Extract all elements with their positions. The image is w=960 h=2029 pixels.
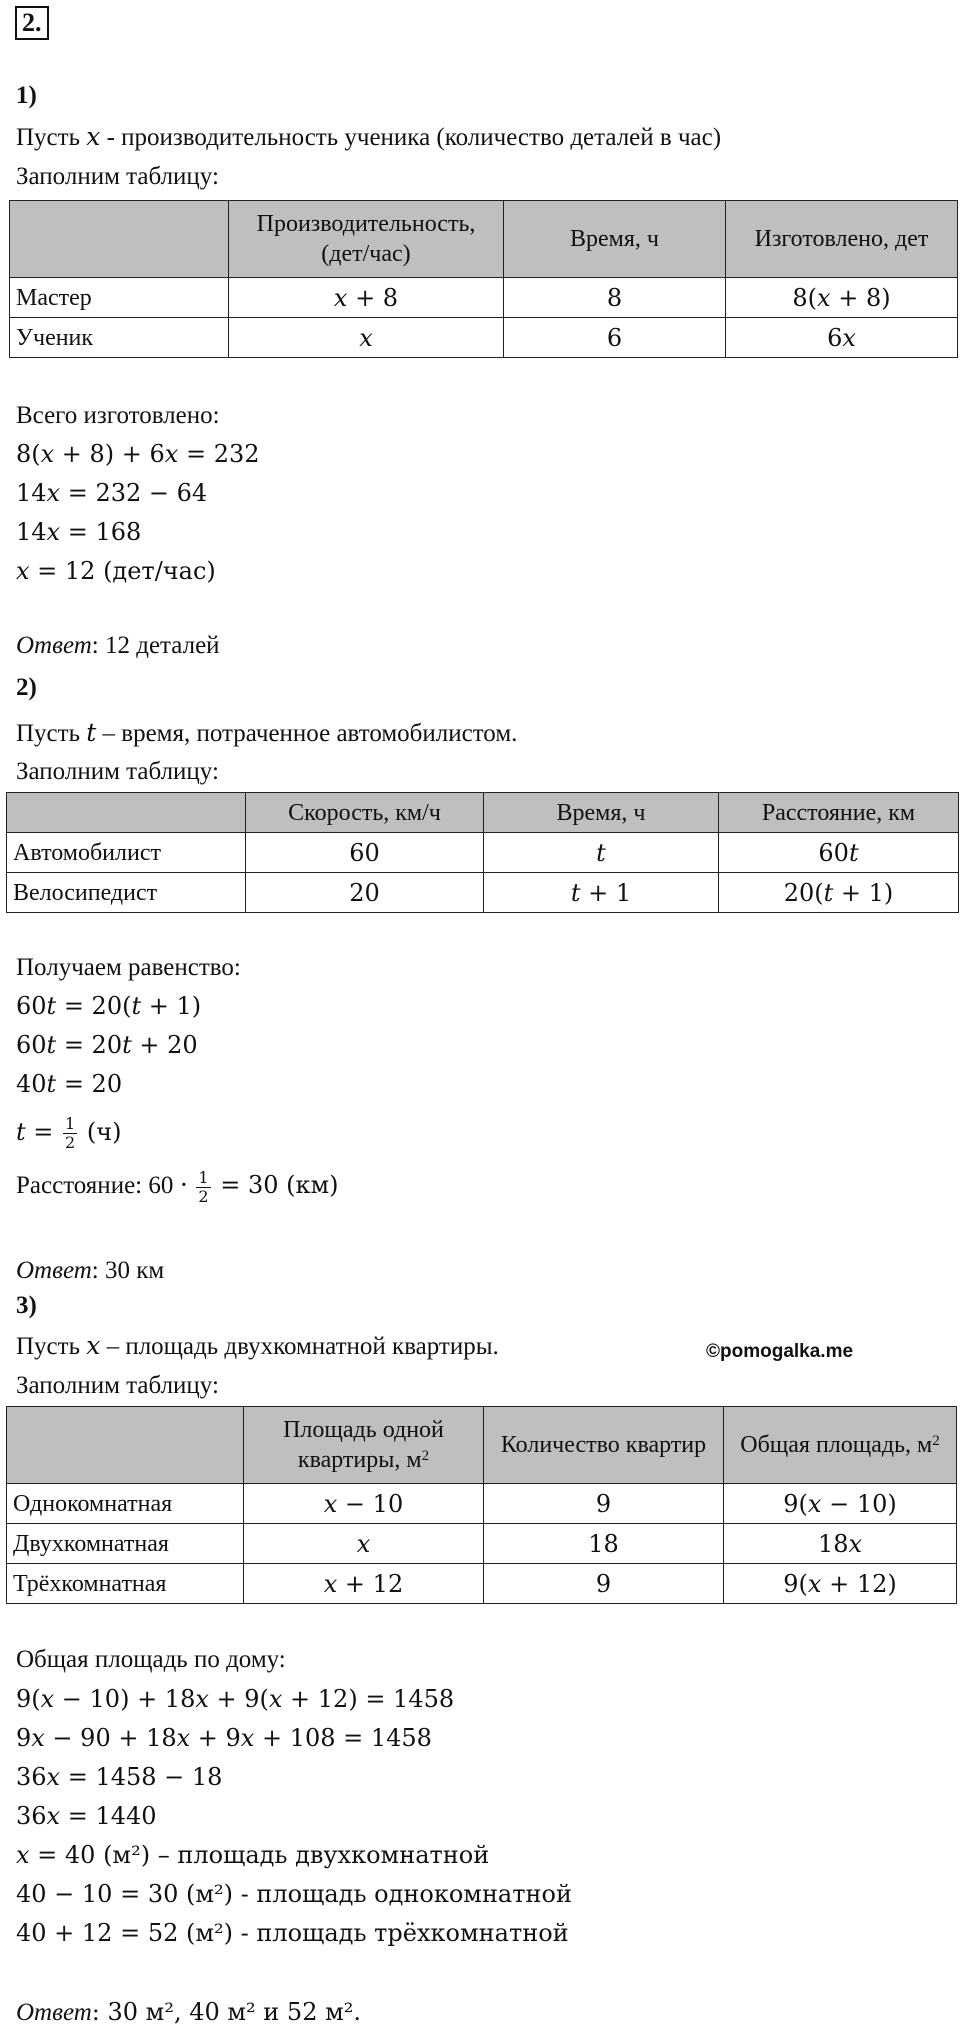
table-cell: 𝑥 + 8 (229, 278, 504, 318)
answer-label: Ответ (16, 1257, 92, 1284)
table-cell: 18𝑥 (724, 1524, 957, 1564)
fraction-numerator: 1 (198, 1167, 209, 1187)
distance-prefix: Расстояние: 60 ⋅ (16, 1172, 195, 1199)
part3-equation: 9𝑥 − 90 + 18𝑥 + 9𝑥 + 108 = 1458 (16, 1724, 432, 1752)
part3-table (6, 1406, 957, 1604)
table-header-cell (7, 1407, 244, 1484)
fraction (196, 1169, 210, 1206)
table-header-row (7, 1407, 957, 1484)
part2-equation: 60𝑡 = 20(𝑡 + 1) (16, 992, 202, 1020)
table-header-cell: Изготовлено, дет (726, 201, 958, 278)
t-prefix: 𝑡 = (16, 1118, 62, 1146)
table-row (7, 1484, 957, 1524)
table-row (7, 873, 959, 913)
part3-equation: 40 − 10 = 30 (м²) - площадь однокомнатной (16, 1880, 572, 1908)
superscript: 2 (932, 1433, 940, 1449)
row-label: Мастер (10, 278, 229, 318)
table-cell: 𝑡 + 1 (484, 873, 719, 913)
table-row (10, 318, 958, 358)
answer-label: Ответ (16, 1999, 92, 2026)
table-header-cell: Время, ч (504, 201, 726, 278)
part1-fill-table: Заполним таблицу: (16, 163, 219, 190)
fraction-denominator: 2 (198, 1186, 209, 1206)
table-header-row (7, 793, 959, 833)
table-cell: 𝑥 − 10 (244, 1484, 484, 1524)
table-cell: 20(𝑡 + 1) (719, 873, 959, 913)
part2-label: 2) (16, 674, 37, 701)
task-number: 2. (15, 6, 49, 40)
table-row (7, 1524, 957, 1564)
t-suffix: (ч) (79, 1118, 122, 1146)
table-cell: 9 (484, 1484, 724, 1524)
table-cell: 18 (484, 1524, 724, 1564)
part3-fill-table: Заполним таблицу: (16, 1372, 219, 1399)
table-cell: 6 (504, 318, 726, 358)
table-cell: 9 (484, 1564, 724, 1604)
fraction-denominator: 2 (65, 1133, 76, 1152)
fraction-numerator: 1 (65, 1114, 76, 1133)
answer-text: : 30 км (91, 1257, 165, 1284)
table-cell: 8(𝑥 + 8) (726, 278, 958, 318)
header-text: Общая площадь, м (740, 1432, 933, 1458)
row-label: Велосипедист (7, 873, 246, 913)
part1-equation: 𝑥 = 12 (дет/час) (16, 557, 216, 585)
table-header-cell: Производительность, (дет/час) (229, 201, 504, 278)
part3-answer (16, 1996, 361, 2029)
part3-equation: 40 + 12 = 52 (м²) - площадь трёхкомнатной (16, 1919, 569, 1947)
part3-equation: 𝑥 = 40 (м²) – площадь двухкомнатной (16, 1841, 490, 1869)
table-cell: 9(𝑥 + 12) (724, 1564, 957, 1604)
table-header-cell: Время, ч (484, 793, 719, 833)
part3-equation: 36𝑥 = 1440 (16, 1802, 157, 1830)
part1-answer (16, 630, 220, 662)
table-cell: 60 (246, 833, 484, 873)
part1-table (9, 200, 958, 358)
part2-equation: 40𝑡 = 20 (16, 1070, 123, 1098)
row-label: Ученик (10, 318, 229, 358)
header-text: Площадь одной квартиры, м (283, 1417, 444, 1473)
table-cell: 𝑡 (484, 833, 719, 873)
part2-line: Получаем равенство: (16, 954, 241, 981)
table-header-cell: Расстояние, км (719, 793, 959, 833)
table-cell: 𝑥 + 12 (244, 1564, 484, 1604)
table-header-row (10, 201, 958, 278)
table-cell: 𝑥 (244, 1524, 484, 1564)
row-label: Автомобилист (7, 833, 246, 873)
table-header-cell: Количество квартир (484, 1407, 724, 1484)
part2-table (6, 792, 959, 913)
row-label: Двухкомнатная (7, 1524, 244, 1564)
answer-label: Ответ (16, 632, 92, 659)
answer-text: : 12 деталей (91, 632, 220, 659)
table-row (7, 1564, 957, 1604)
table-row (7, 833, 959, 873)
row-label: Однокомнатная (7, 1484, 244, 1524)
part2-fill-table: Заполним таблицу: (16, 758, 219, 785)
table-header-cell (244, 1407, 484, 1484)
table-header-cell (10, 201, 229, 278)
part1-intro: Пусть 𝑥 - производительность ученика (количество деталей в час) (16, 124, 722, 151)
part3-intro: Пусть 𝑥 – площадь двухкомнатной квартиры. (16, 1333, 499, 1360)
part1-equation: 14𝑥 = 232 − 64 (16, 479, 208, 507)
watermark: ©pomogalka.me (706, 1341, 854, 1362)
part2-intro: Пусть 𝑡 – время, потраченное автомобилистом. (16, 720, 518, 747)
table-cell: 20 (246, 873, 484, 913)
distance-suffix: = 30 (км) (212, 1171, 339, 1199)
part2-equation: 60𝑡 = 20𝑡 + 20 (16, 1031, 198, 1059)
table-cell: 9(𝑥 − 10) (724, 1484, 957, 1524)
fraction (63, 1115, 77, 1152)
part3-equation: 36𝑥 = 1458 − 18 (16, 1763, 223, 1791)
part1-label: 1) (16, 82, 37, 109)
table-cell: 𝑥 (229, 318, 504, 358)
part2-answer (16, 1255, 164, 1287)
part3-equation: 9(𝑥 − 10) + 18𝑥 + 9(𝑥 + 12) = 1458 (16, 1685, 455, 1713)
part3-label: 3) (16, 1292, 37, 1319)
part2-t-equation (16, 1110, 121, 1154)
superscript: 2 (421, 1448, 430, 1464)
table-cell: 60𝑡 (719, 833, 959, 873)
table-row (10, 278, 958, 318)
answer-text: : 30 м², 40 м² и 52 м². (91, 1998, 362, 2026)
part2-distance (16, 1163, 339, 1208)
table-header-cell (724, 1407, 957, 1484)
part1-equation: 8(𝑥 + 8) + 6𝑥 = 232 (16, 440, 260, 468)
part1-line: Всего изготовлено: (16, 402, 220, 429)
table-header-cell (7, 793, 246, 833)
part1-equation: 14𝑥 = 168 (16, 518, 142, 546)
table-cell: 8 (504, 278, 726, 318)
table-cell: 6𝑥 (726, 318, 958, 358)
part3-line: Общая площадь по дому: (16, 1646, 286, 1673)
row-label: Трёхкомнатная (7, 1564, 244, 1604)
table-header-cell: Скорость, км/ч (246, 793, 484, 833)
